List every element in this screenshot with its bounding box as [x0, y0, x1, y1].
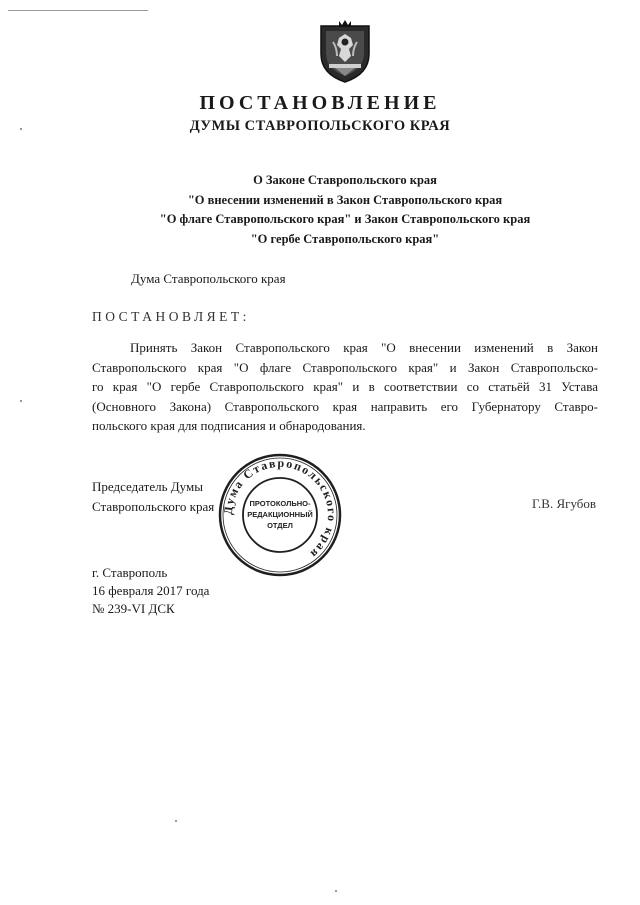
law-title-line: "О внесении изменений в Закон Ставропольского края: [187, 192, 503, 207]
decree-word: ПОСТАНОВЛЯЕТ:: [92, 309, 250, 324]
place-date-block: [92, 564, 209, 618]
law-title-block: [0, 171, 640, 249]
signatory-title: [92, 477, 214, 516]
stavropol-coat-of-arms-icon: [315, 18, 375, 86]
stamp-center-line: ПРОТОКОЛЬНО-: [249, 499, 311, 508]
signatory-title-line: Ставропольского края: [92, 498, 215, 514]
law-title-line: О Законе Ставропольского края: [253, 173, 437, 187]
paragraph-line: (Основного Закона) Ставропольского края направить его Губернатору Ставро-: [92, 398, 598, 414]
paragraph-line: польского края для подписания и обнародования.: [92, 418, 366, 433]
paragraph-line: Принять Закон Ставропольского края "О внесении изменений в Закон: [130, 340, 598, 355]
decree-paragraph: [92, 338, 598, 436]
scan-artifact-dot: [175, 820, 177, 822]
law-title-line: "О флаге Ставропольского края" и Закон Ставропольского края: [159, 212, 531, 226]
scan-artifact-line: [8, 10, 148, 11]
issuing-body: Дума Ставропольского края: [131, 271, 286, 286]
stamp-center-line: ОТДЕЛ: [267, 521, 293, 530]
adoption-date: 16 февраля 2017 года: [92, 583, 210, 598]
document-title: ПОСТАНОВЛЕНИЕ: [199, 92, 441, 114]
document-subtitle: ДУМЫ СТАВРОПОЛЬСКОГО КРАЯ: [189, 118, 451, 134]
paragraph-line: го края "О гербе Ставропольского края" и в соответствии со статьёй 31 Устава: [92, 379, 598, 394]
scan-artifact-dot: [335, 890, 337, 892]
place-of-adoption: г. Ставрополь: [92, 565, 168, 580]
signatory-title-line: Председатель Думы: [92, 479, 203, 494]
stamp-center-line: РЕДАКЦИОННЫЙ: [247, 510, 313, 519]
stamp-ring-text: Дума Ставропольского края: [220, 455, 340, 562]
round-stamp: [217, 452, 343, 578]
decree-number: № 239-VI ДСК: [92, 601, 175, 616]
paragraph-line: Ставропольского края "О флаге Ставропольского края" и Закон Ставропольско-: [92, 359, 598, 375]
scan-artifact-dot: [20, 400, 22, 402]
signatory-name: Г.В. Ягубов: [532, 496, 597, 511]
law-title-line: "О гербе Ставропольского края": [250, 231, 440, 246]
